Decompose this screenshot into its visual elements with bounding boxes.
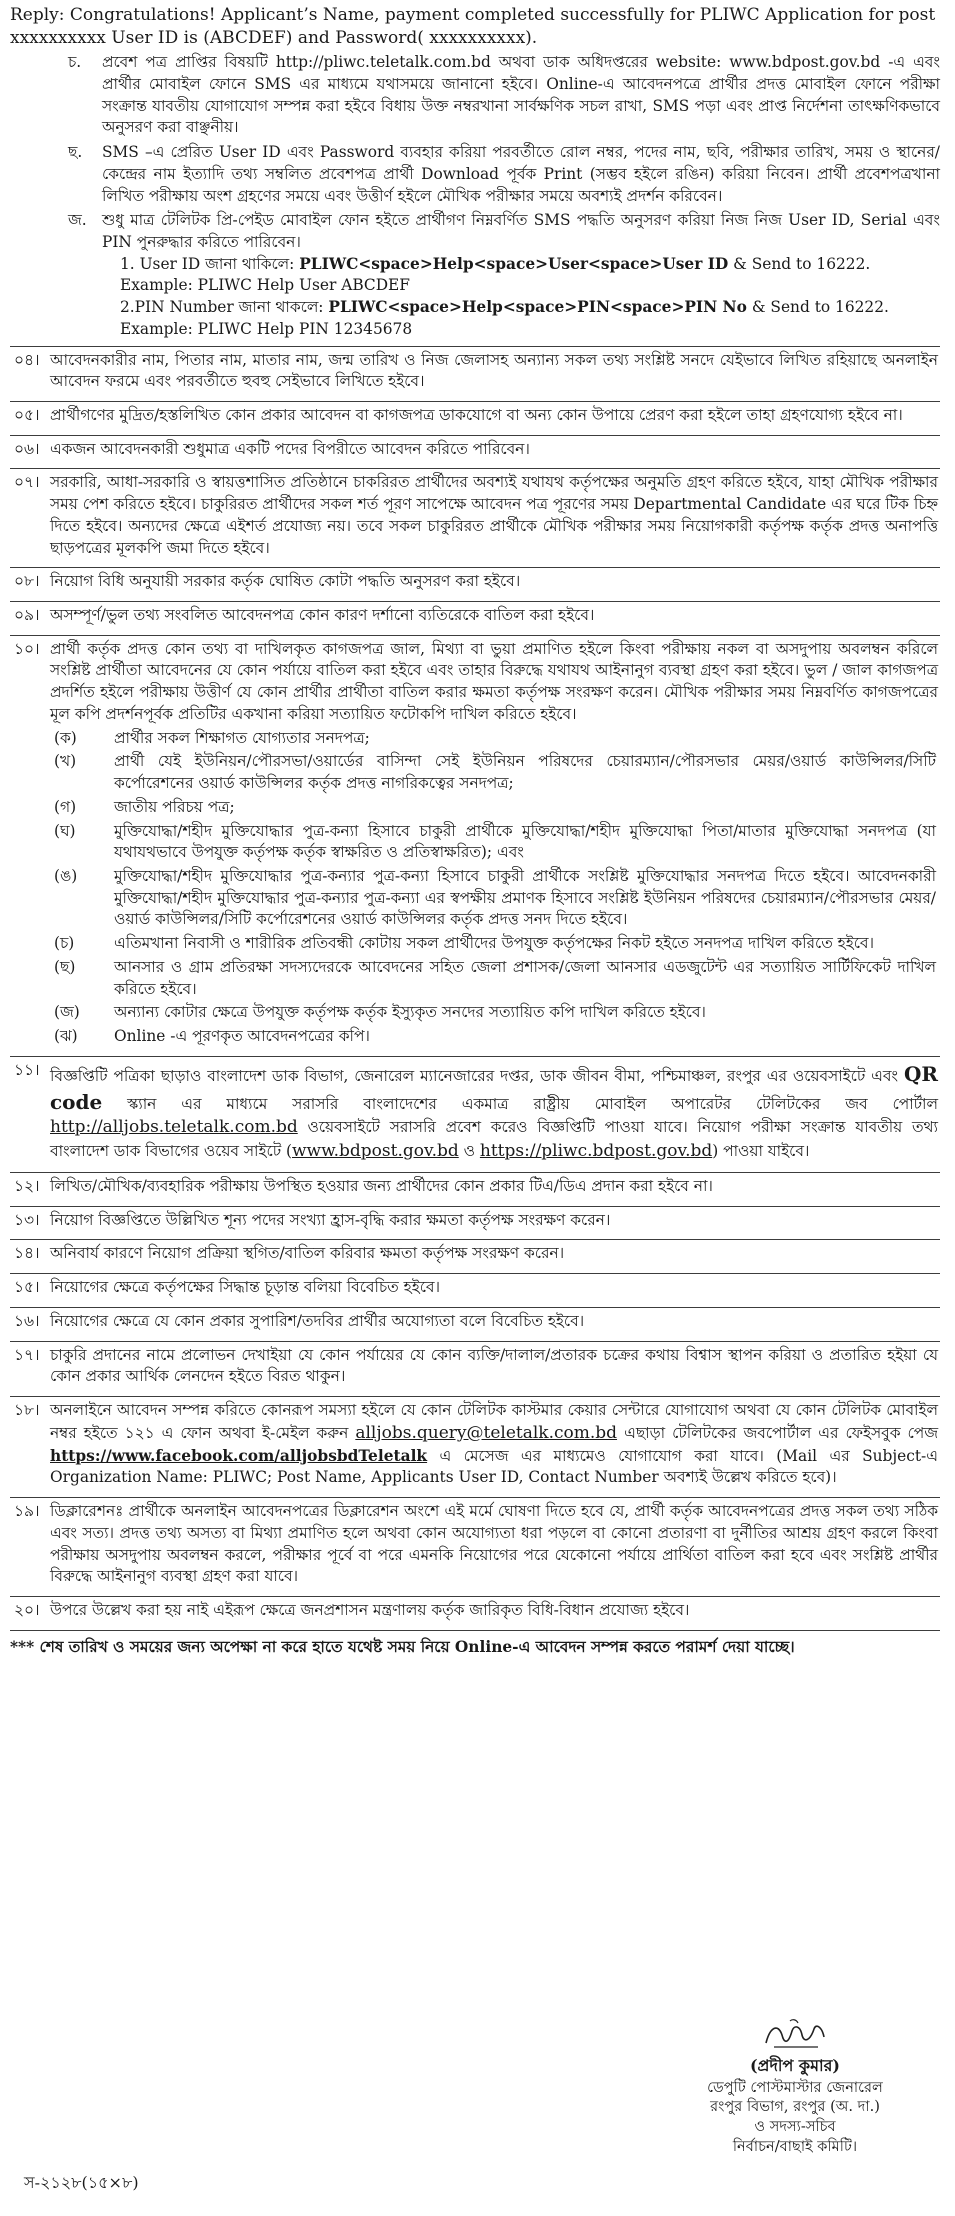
sub-item-label: জ. <box>68 211 87 230</box>
divider <box>10 1497 940 1498</box>
item-text: প্রার্থীগণের মুদ্রিত/হস্তলিখিত কোন প্রকার আবেদন বা কাগজপত্র ডাকযোগে বা অন্য কোন উপায়ে প্রেরণ করা হইলে তাহা গ্রহণযোগ্য হইবে না। <box>50 406 903 424</box>
item-text: নিয়োগ বিজ্ঞপ্তিতে উল্লিখিত শূন্য পদের সংখ্যা হ্রাস-বৃদ্ধি করার ক্ষমতা কর্তৃপক্ষ সংরক্ষণ করেন। <box>50 1210 611 1229</box>
divider <box>10 1596 940 1597</box>
numbered-item-19 <box>10 1500 940 1591</box>
divider <box>10 1273 940 1274</box>
sub-item-label: চ. <box>68 53 82 72</box>
sub-item-chha <box>68 142 940 207</box>
divider <box>10 435 940 436</box>
numbered-item <box>10 349 940 396</box>
item-number: ২০। <box>14 1601 40 1620</box>
signatory-title: ডেপুটি পোস্টমাস্টার জেনারেল <box>707 2078 883 2096</box>
pliwc-link[interactable]: https://pliwc.bdpost.gov.bd <box>479 1141 713 1162</box>
notice-page <box>10 4 940 1658</box>
support-email-link[interactable]: alljobs.query@teletalk.com.bd <box>355 1422 618 1443</box>
divider <box>10 1056 940 1057</box>
item-number: ০৯। <box>14 606 40 625</box>
numbered-item <box>10 438 940 464</box>
closing-advice: *** শেষ তারিখ ও সময়ের জন্য অপেক্ষা না করে হাতে যথেষ্ট সময় নিয়ে Online-এ আবেদন সম্পন্ন করতে পরামর্শ দেয়া যাচ্ছে। <box>10 1637 795 1656</box>
item-text: প্রার্থী কর্তৃক প্রদত্ত কোন তথ্য বা দাখিলকৃত কাগজপত্র জাল, মিথ্যা বা ভুয়া প্রমাণিত হইলে কিংবা পরীক্ষায় নকল বা অসদুপায় অবলম্বন করিলে সংশ্লিষ্ট প্রার্থীতা আবেদনের যে কোন পর্যায়ে বাতিল করা হইবে এবং তাহার বিরুদ্ধে যথাযথ আইনানুগ ব্যবস্থা গ্রহণ করা হইবে। ভুল / জাল কাগজপত্র প্রদর্শিত হইলে পরীক্ষায় উত্তীর্ণ যে কোন প্রার্থীর প্রার্থীতা বাতিল করার ক্ষমতা কর্তৃপক্ষ সংরক্ষণ করেন। মৌখিক পরীক্ষার সময় নিম্নবর্ণিত কাগজপত্রের মূল কপি প্রদর্শনপূর্বক প্রতিটির একখানা করিয়া সত্যায়িত ফটোকপি দাখিল করিতে হইবে। <box>50 639 938 723</box>
numbered-item <box>10 638 940 1051</box>
divider <box>10 1172 940 1173</box>
signatory-committee: নির্বাচন/বাছাই কমিটি। <box>732 2138 858 2156</box>
numbered-item <box>10 1175 940 1201</box>
item-number: ১৫। <box>14 1278 40 1297</box>
alljobs-link[interactable]: http://alljobs.teletalk.com.bd <box>50 1117 298 1138</box>
item-text: আবেদনকারীর নাম, পিতার নাম, মাতার নাম, জন্ম তারিখ ও নিজ জেলাসহ অন্যান্য সকল তথ্য সংশ্লিষ্ট সনদে যেইভাবে লিখিত রহিয়াছে অনলাইন আবেদন ফরমে এবং পরবর্তীতে হুবহু সেইভাবে লিখিতে হইবে। <box>50 350 938 391</box>
document-item: (ছ) আনসার ও গ্রাম প্রতিরক্ষা সদস্যদেরকে আবেদনের সহিত জেলা প্রশাসক/জেলা আনসার এডজুটেন্ট এর সত্যায়িত সার্টিফিকেট দাখিল করিতে হইবে। <box>54 957 936 998</box>
item-number: ১০। <box>14 639 40 658</box>
sms-userid-instruction: 1. User ID জানা থাকিলে: PLIWC<space>Help<space>User<space>User ID & Send to 16222. <box>120 254 871 273</box>
document-item: (জ) অন্যান্য কোটার ক্ষেত্রে উপযুক্ত কর্তৃপক্ষ কর্তৃক ইস্যুকৃত সনদের সত্যায়িত কপি দাখিল করিতে হইবে। <box>54 1003 706 1022</box>
item-text: উপরে উল্লেখ করা হয় নাই এইরূপ ক্ষেত্রে জনপ্রশাসন মন্ত্রণালয় কর্তৃক জারিকৃত বিধি-বিধান প্রযোজ্য হইবে। <box>50 1601 690 1620</box>
numbered-item <box>10 471 940 562</box>
numbered-item-20 <box>10 1599 940 1625</box>
numbered-item <box>10 1276 940 1302</box>
numbered-item <box>10 570 940 596</box>
numbered-item-18: ১৮। অনলাইনে আবেদন সম্পন্ন করিতে কোনরূপ সমস্যা হইলে যে কোন টেলিটক কাস্টমার কেয়ার সেন্টারে যোগাযোগ অথবা যে কোন টেলিটক মোবাইল নম্বর হইতে ১২১ এ ফোন অথবা ই-মেইল করুন alljobs.query@teletalk.com.bd এছাড়া টেলিটকের জবপোর্টাল এর ফেইসবুক পেজ https://www.facebook.com/alljobsbdTeletalk এ মেসেজ এর মাধ্যমেও যোগাযোগ করা যাবে। (Mail এর Subject-এ Organization Name: PLIWC; Post Name, Applicants User ID, Contact Number অবশ্যই উল্লেখ করিতে হবে)। <box>10 1399 940 1492</box>
item-number: ০৬। <box>14 439 40 458</box>
item-text: একজন আবেদনকারী শুধুমাত্র একটি পদের বিপরীতে আবেদন করিতে পারিবেন। <box>50 439 530 458</box>
divider <box>10 567 940 568</box>
item-text: চাকুরি প্রদানের নামে প্রলোভন দেখাইয়া যে কোন পর্যায়ের যে কোন ব্যক্তি/দালাল/প্রতারক চক্রের কথায় বিশ্বাস স্থাপন করিয়া ও প্রতারিত হইয়া যে কোন প্রকার আর্থিক লেনদেন হইতে বিরত থাকুন। <box>50 1345 938 1386</box>
item-text: ডিক্লারেশনঃ প্রার্থীকে অনলাইন আবেদনপত্রের ডিক্লারেশন অংশে এই মর্মে ঘোষণা দিতে হবে যে, প্রার্থী কর্তৃক আবেদনপত্রের প্রদত্ত সকল তথ্য সঠিক এবং সত্য। প্রদত্ত তথ্য অসত্য বা মিথ্যা প্রমাণিত হলে অথবা কোন অযোগ্যতা ধরা পড়লে বা কোনো প্রতারণা বা দুর্নীতির আশ্রয় গ্রহণ করলে কিংবা পরীক্ষায় অসদুপায় অবলম্বন করলে, পরীক্ষার পূর্বে বা পরে এমনকি নিয়োগের পরে যেকোনো পর্যায়ে প্রার্থিতা বাতিল করা হবে এবং সংশ্লিষ্ট প্রার্থীর বিরুদ্ধে আইনানুগ ব্যবস্থা গ্রহণ করা যাবে। <box>50 1502 938 1586</box>
signatory-division: রংপুর বিভাগ, রংপুর (অ. দা.) <box>710 2098 880 2116</box>
signatory-role: ও সদস্য-সচিব <box>754 2118 836 2136</box>
document-item: (ঙ) মুক্তিযোদ্ধা/শহীদ মুক্তিযোদ্ধার পুত্র-কন্যার পুত্র-কন্যা হিসাবে চাকুরী প্রার্থীকে সংশ্লিষ্ট মুক্তিযোদ্ধার সনদপত্র দিতে হইবে। আবেদনকারী মুক্তিযোদ্ধা/শহীদ মুক্তিযোদ্ধার পুত্র-কন্যার পুত্র-কন্যা এর স্বপক্ষীয় প্রমাণক হিসাবে সংশ্লিষ্ট ইউনিয়ন পরিষদের চেয়ারম্যান/পৌরসভার মেয়র/ওয়ার্ড কাউন্সিলর/সিটি কর্পোরেশনের ওয়ার্ড কাউন্সিলর কর্তৃক প্রদত্ত সনদ দিতে হইবে। <box>54 866 936 929</box>
signatory-name: (প্রদীপ কুমার) <box>749 2056 841 2075</box>
item-text: নিয়োগ বিধি অনুযায়ী সরকার কর্তৃক ঘোষিত কোটা পদ্ধতি অনুসরণ করা হইবে। <box>50 572 521 591</box>
divider <box>10 1239 940 1240</box>
item-text: নিয়োগের ক্ষেত্রে যে কোন প্রকার সুপারিশ/তদবির প্রার্থীর অযোগ্যতা বলে বিবেচিত হইবে। <box>50 1311 585 1330</box>
item-number: ১৪। <box>14 1244 40 1263</box>
sub-item-label: ছ. <box>68 143 83 162</box>
item-text: সরকারি, আধা-সরকারি ও স্বায়ত্তশাসিত প্রতিষ্ঠানে চাকরিরত প্রার্থীদের অবশ্যই যথাযথ কর্তৃপক্ষের অনুমতি গ্রহণ করিতে হইবে, যাহা মৌখিক পরীক্ষার সময় পেশ করিতে হইবে। চাকুরিরত প্রার্থীদের সকল শর্ত পূরণ সাপেক্ষে আবেদন পত্র পূরণের সময় Departmental Candidate এর ঘরে টিক চিহ্ন দিতে হইবে। অন্যদের ক্ষেত্রে এইশর্ত প্রযোজ্য নয়। তবে সকল চাকুরিরত প্রার্থীকে মৌখিক পরীক্ষার সময় নিয়োগকারী কর্তৃপক্ষ কর্তৃক প্রদত্ত অনাপত্তি ছাড়পত্রের মূলকপি জমা দিতে হইবে। <box>50 473 938 557</box>
sms-userid-example: Example: PLIWC Help User ABCDEF <box>120 276 410 295</box>
mail-subject-note: (Mail এর Subject-এ Organization Name: PLIWC; Post Name, Applicants User ID, Contact Number অবশ্যই উল্লেখ করিতে হবে)। <box>50 1446 938 1487</box>
sub-item-ja <box>68 210 940 340</box>
divider <box>10 401 940 402</box>
divider <box>10 1307 940 1308</box>
reply-message: Reply: Congratulations! Applicant’s Name, payment completed successfully for PLIWC Application for post xxxxxxxxxx User ID is (ABCDEF) and Password( xxxxxxxxxx). <box>10 5 936 48</box>
numbered-item <box>10 604 940 630</box>
sub-item-text: SMS –এ প্রেরিত User ID এবং Password ব্যবহার করিয়া পরবর্তীতে রোল নম্বর, পদের নাম, ছবি, পরীক্ষার তারিখ, সময় ও স্থানের/কেন্দ্রের নাম ইত্যাদি তথ্য সম্বলিত প্রবেশপত্র প্রার্থী Download পূর্বক Print (সম্ভব হইলে রঙিন) করিয়া নিবেন। প্রার্থী প্রবেশপত্রখানা লিখিত পরীক্ষায় অংশ গ্রহণের সময়ে এবং উত্তীর্ণ হইলে মৌখিক পরীক্ষার সময়ে অবশ্যই প্রদর্শন করিবেন। <box>102 143 940 205</box>
memo-number: স-২১২৮(১৫×৮) <box>24 2173 139 2192</box>
divider <box>10 468 940 469</box>
item-text: নিয়োগের ক্ষেত্রে কর্তৃপক্ষের সিদ্ধান্ত চূড়ান্ত বলিয়া বিবেচিত হইবে। <box>50 1278 440 1297</box>
item-number: ১৩। <box>14 1210 40 1229</box>
numbered-item <box>10 1310 940 1336</box>
sms-pin-example: Example: PLIWC Help PIN 12345678 <box>120 319 413 338</box>
divider <box>10 346 940 347</box>
handwritten-signature-icon <box>760 2017 830 2053</box>
bdpost-link[interactable]: www.bdpost.gov.bd <box>291 1141 459 1162</box>
divider <box>10 601 940 602</box>
document-item: (ঘ) মুক্তিযোদ্ধা/শহীদ মুক্তিযোদ্ধার পুত্র-কন্যা হিসাবে চাকুরী প্রার্থীকে মুক্তিযোদ্ধা/শহীদ মুক্তিযোদ্ধা পিতা/মাতার মুক্তিযোদ্ধা সনদপত্র (যা যথাযথভাবে উপযুক্ত কর্তৃপক্ষ কর্তৃক স্বাক্ষরিত ও প্রতিস্বাক্ষরিত); এবং <box>54 821 936 862</box>
item-number: ১৮। <box>14 1401 40 1420</box>
item-number: ১৯। <box>14 1502 40 1521</box>
item-number: ০৫। <box>14 406 40 424</box>
item-text: অনিবার্য কারণে নিয়োগ প্রক্রিয়া স্থগিত/বাতিল করিবার ক্ষমতা কর্তৃপক্ষ সংরক্ষণ করেন। <box>50 1244 565 1263</box>
document-item: (ক) প্রার্থীর সকল শিক্ষাগত যোগ্যতার সনদপত্র; <box>54 728 370 747</box>
divider <box>10 1206 940 1207</box>
item-number: ১২। <box>14 1177 40 1195</box>
sub-item-text: প্রবেশ পত্র প্রাপ্তির বিষয়টি http://pliwc.teletalk.com.bd অথবা ডাক অধিদপ্তরের website: www.bdpost.gov.bd -এ এবং প্রার্থীর মোবাইল ফোনে SMS এর মাধ্যমে যথাসময়ে জানানো হইবে। Online-এ আবেদনপত্রে প্রার্থীর প্রদত্ত মোবাইল ফোনে পরীক্ষা সংক্রান্ত যাবতীয় যোগাযোগ সম্পন্ন করা হইবে বিধায় উক্ত নম্বরখানা সার্বক্ষণিক সচল রাখা, SMS পড়া এবং প্রাপ্ত নির্দেশনা তাৎক্ষণিকভাবে অনুসরণ করা বাঞ্ছনীয়। <box>102 53 940 137</box>
divider <box>10 635 940 636</box>
item-text: অসম্পূর্ণ/ভুল তথ্য সংবলিত আবেদনপত্র কোন কারণ দর্শানো ব্যতিরেকে বাতিল করা হইবে। <box>50 606 595 625</box>
sub-item-cha <box>68 52 940 139</box>
item-number: ১৭। <box>14 1345 40 1364</box>
document-item: (গ) জাতীয় পরিচয় পত্র; <box>54 797 235 816</box>
sms-pin-command: PLIWC<space>Help<space>PIN<space>PIN No <box>328 298 747 317</box>
item-number: ০৭। <box>14 473 40 492</box>
numbered-item <box>10 1242 940 1268</box>
facebook-page-link[interactable]: https://www.facebook.com/alljobsbdTeletalk <box>50 1446 428 1465</box>
divider <box>10 1630 940 1631</box>
item-number: ০৪। <box>14 350 40 369</box>
numbered-item-11: ১১। বিজ্ঞপ্তিটি পত্রিকা ছাড়াও বাংলাদেশ ডাক বিভাগ, জেনারেল ম্যানেজারের দপ্তর, ডাক জীবন বীমা, পশ্চিমাঞ্চল, রংপুর এর ওয়েবসাইটে এবং QR code স্ক্যান এর মাধ্যমে সরাসরি বাংলাদেশের একমাত্র রাষ্ট্রীয় মোবাইল অপারেটর টেলিটকের জব পোর্টাল http://alljobs.teletalk.com.bd ওয়েবসাইটে সরাসরি প্রবেশ করেও বিজ্ঞপ্তিটি পাওয়া যাবে। নিয়োগ পরীক্ষা সংক্রান্ত যাবতীয় তথ্য বাংলাদেশ ডাক বিভাগের ওয়েব সাইটে (www.bdpost.gov.bd ও https://pliwc.bdpost.gov.bd) পাওয়া যাইবে। <box>10 1059 940 1167</box>
item-number: ০৮। <box>14 572 40 591</box>
document-item: (চ) এতিমখানা নিবাসী ও শারীরিক প্রতিবন্ধী কোটায় সকল প্রার্থীদের উপযুক্ত কর্তৃপক্ষের নিকট হইতে সনদপত্র দাখিল করিতে হইবে। <box>54 934 874 953</box>
signature-block <box>660 2017 930 2157</box>
item-number: ১৬। <box>14 1311 40 1330</box>
item-number: ১১। <box>14 1060 40 1079</box>
sms-userid-command: PLIWC<space>Help<space>User<space>User ID <box>299 254 729 273</box>
sub-item-text: শুধু মাত্র টেলিটক প্রি-পেইড মোবাইল ফোন হইতে প্রার্থীগণ নিম্নবর্ণিত SMS পদ্ধতি অনুসরণ করিয়া নিজ নিজ User ID, Serial এবং PIN পুনরুদ্ধার করিতে পারিবেন। <box>102 211 940 251</box>
numbered-item <box>10 1209 940 1235</box>
sms-pin-instruction: 2.PIN Number জানা থাকলে: PLIWC<space>Help<space>PIN<space>PIN No & Send to 16222. <box>120 298 889 317</box>
document-item: (ঝ) Online -এ পূরণকৃত আবেদনপত্রের কপি। <box>54 1026 370 1045</box>
divider <box>10 1341 940 1342</box>
numbered-item <box>10 404 940 430</box>
numbered-item <box>10 1344 940 1391</box>
item-text: লিখিত/মৌখিক/ব্যবহারিক পরীক্ষায় উপস্থিত হওয়ার জন্য প্রার্থীদের কোন প্রকার টিএ/ডিএ প্রদান করা হইবে না। <box>50 1177 713 1195</box>
document-item: (খ) প্রার্থী যেই ইউনিয়ন/পৌরসভা/ওয়ার্ডের বাসিন্দা সেই ইউনিয়ন পরিষদের চেয়ারম্যান/পৌরসভার মেয়র/ওয়ার্ড কাউন্সিলর/সিটি কর্পোরেশনের ওয়ার্ড কাউন্সিলর কর্তৃক প্রদত্ত নাগরিকত্বের সনদপত্র; <box>54 752 936 793</box>
qr-code-label: QR code <box>50 1061 938 1114</box>
divider <box>10 1396 940 1397</box>
